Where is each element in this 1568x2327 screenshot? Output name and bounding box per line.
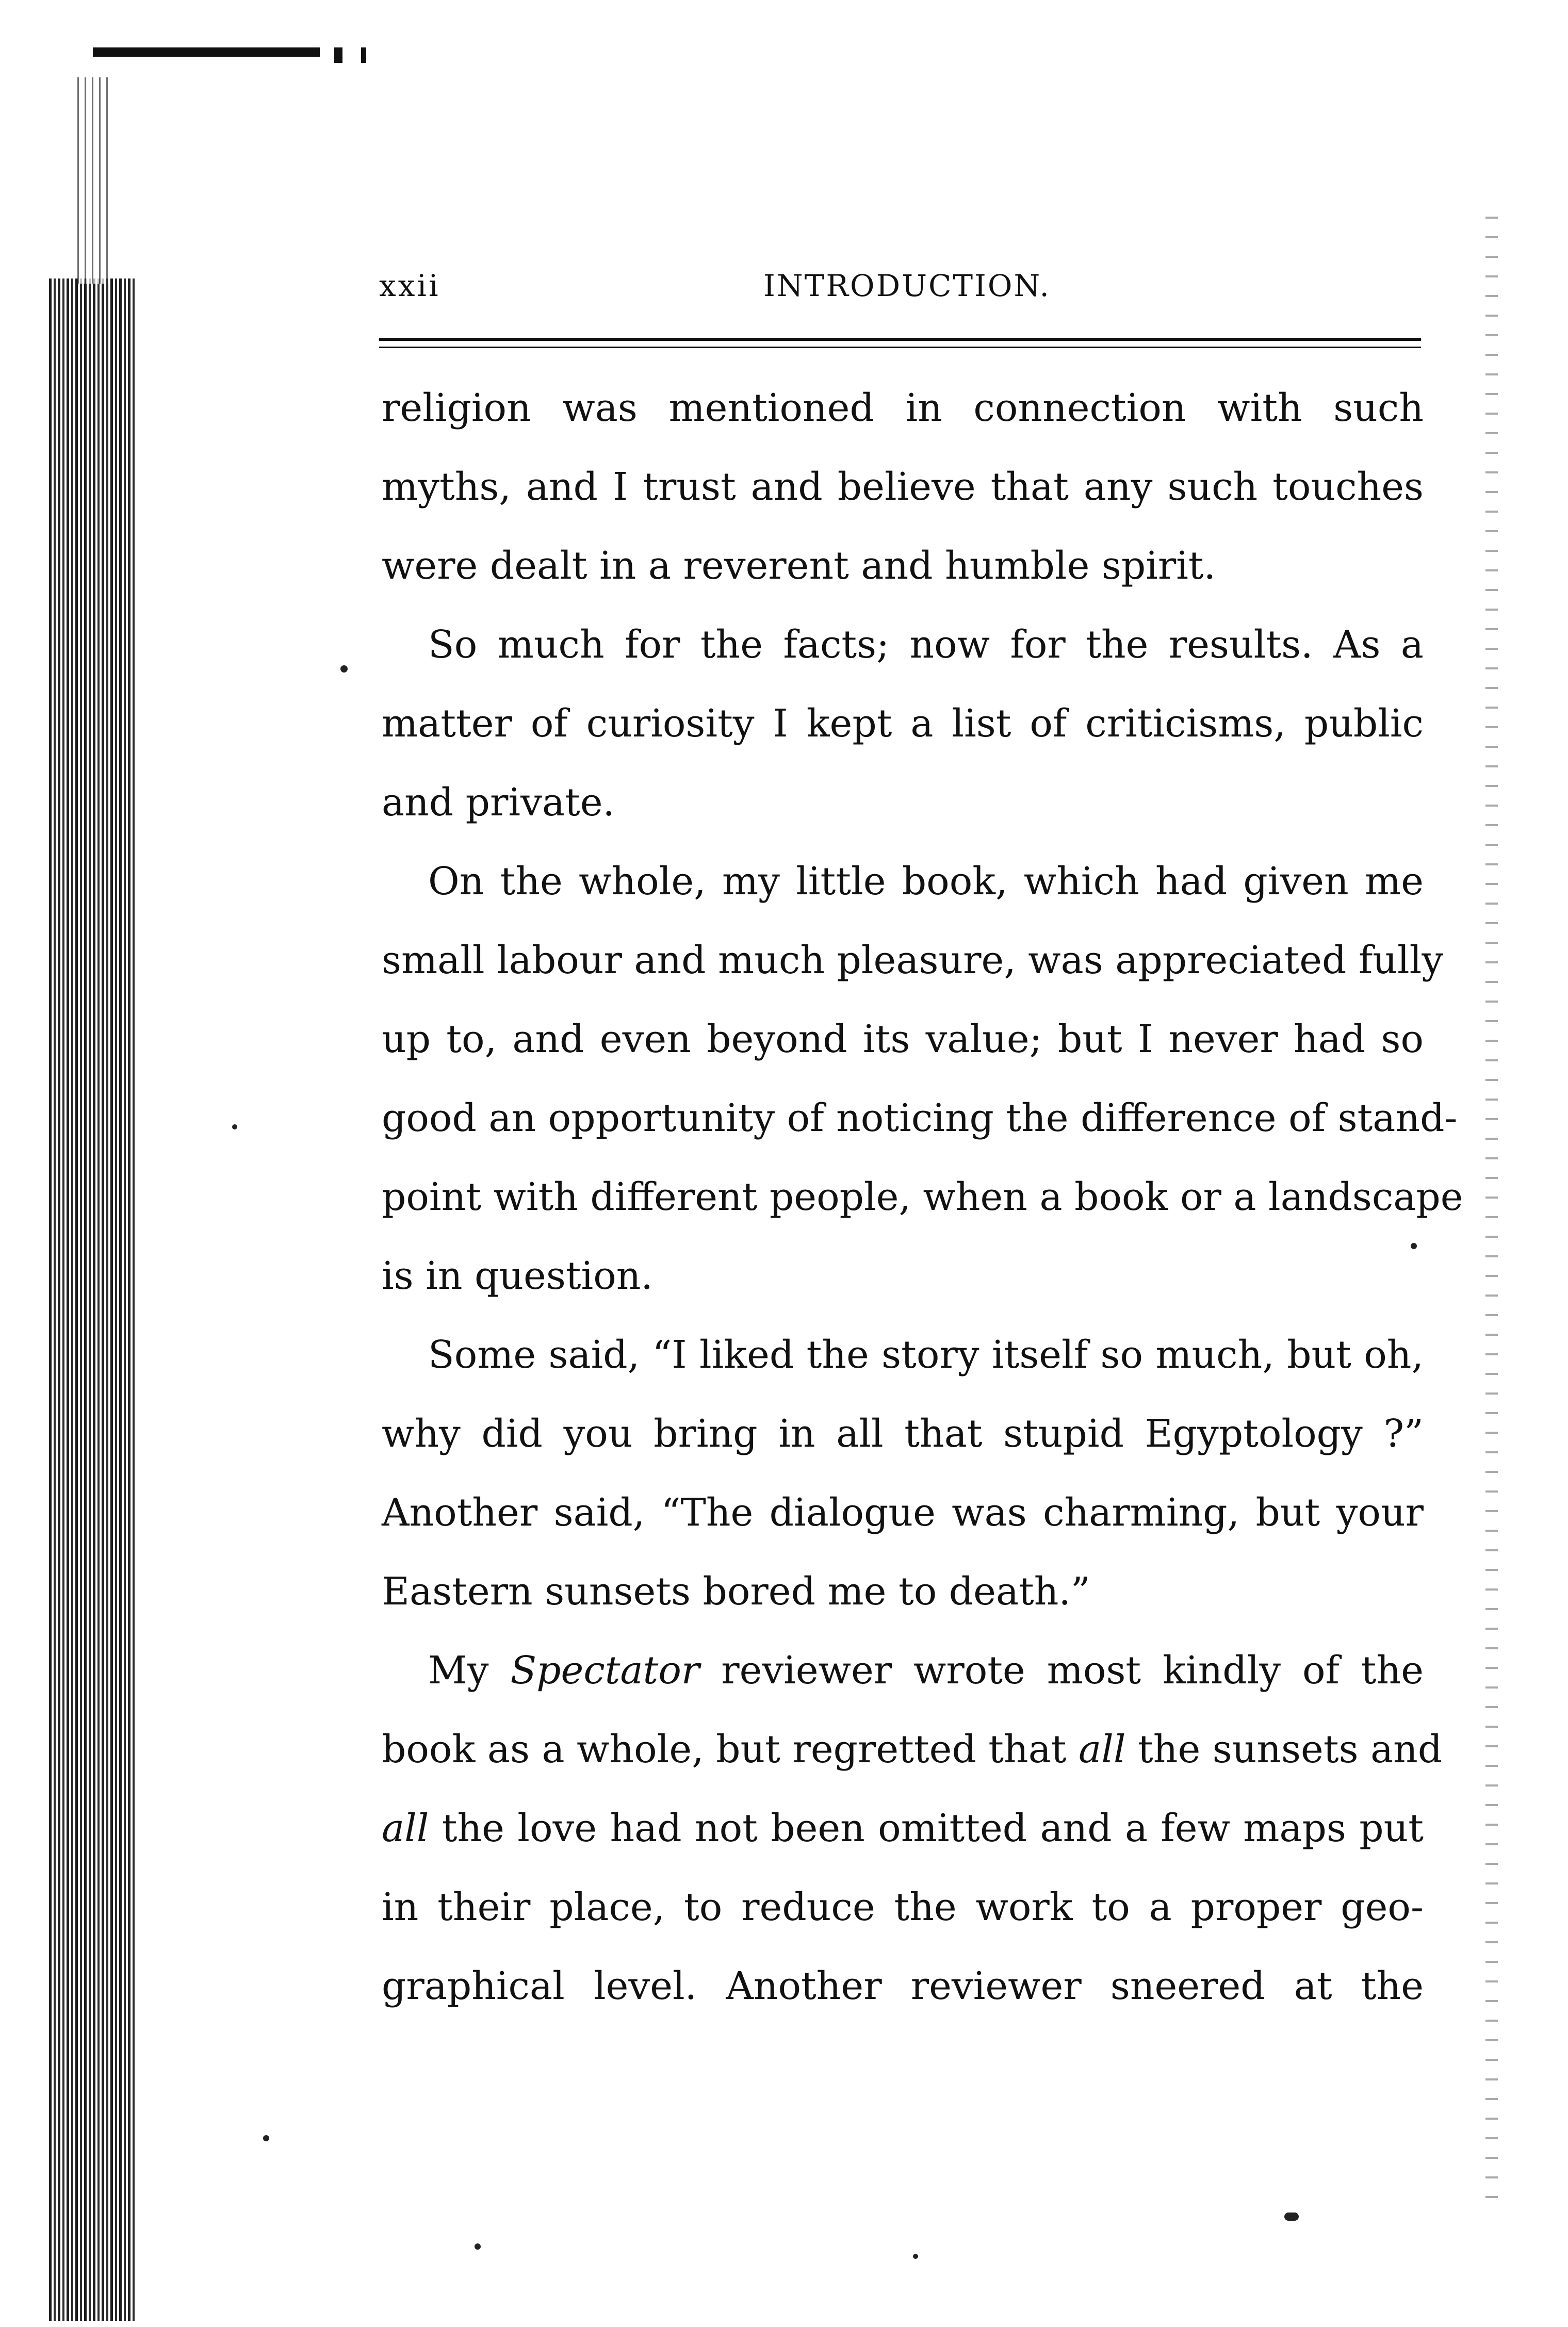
scan-speck bbox=[1411, 1243, 1417, 1249]
text-line: is in question. bbox=[382, 1254, 653, 1298]
text-line: Some said, “I liked the story itself so much, but oh, bbox=[428, 1333, 1424, 1377]
italic-title: Spectator bbox=[510, 1648, 700, 1693]
italic-emphasis: all bbox=[1079, 1727, 1126, 1772]
text-line bbox=[382, 1789, 1424, 1868]
scan-artifact-mark bbox=[361, 47, 366, 63]
text-line: Eastern sunsets bored me to death.” bbox=[382, 1569, 1090, 1614]
text-line: up to, and even beyond its value; but I never had so bbox=[382, 1017, 1424, 1061]
scan-artifact-bar bbox=[93, 47, 320, 57]
scan-speck bbox=[1284, 2213, 1299, 2221]
text-line: small labour and much pleasure, was appreciated fully bbox=[382, 938, 1444, 982]
text-run: reviewer wrote most kindly of the bbox=[699, 1648, 1424, 1693]
scan-speck bbox=[340, 665, 348, 673]
text-line bbox=[382, 1710, 1443, 1789]
text-line: in their place, to reduce the work to a proper geo- bbox=[382, 1885, 1424, 1929]
text-line: graphical level. Another reviewer sneered at the bbox=[382, 1964, 1424, 2008]
text-line: why did you bring in all that stupid Egyptology ?” bbox=[382, 1412, 1424, 1456]
scan-speck bbox=[475, 2243, 481, 2250]
scan-artifact-mark bbox=[334, 47, 342, 63]
text-line: On the whole, my little book, which had given me bbox=[428, 859, 1424, 904]
right-edge-noise bbox=[1485, 217, 1498, 2202]
running-title: INTRODUCTION. bbox=[763, 268, 1051, 303]
text-line: were dealt in a reverent and humble spirit. bbox=[382, 544, 1216, 588]
text-line: Another said, “The dialogue was charming, but your bbox=[382, 1490, 1424, 1535]
italic-emphasis: all bbox=[382, 1806, 429, 1850]
page-number: xxii bbox=[379, 268, 440, 303]
header-rule-thin bbox=[379, 347, 1421, 348]
binding-edge-upper bbox=[77, 77, 108, 284]
header-rule-thick bbox=[379, 338, 1421, 341]
text-run: My bbox=[428, 1648, 511, 1693]
binding-edge bbox=[49, 278, 137, 2321]
scan-speck bbox=[232, 1124, 237, 1129]
text-line: So much for the facts; now for the results. As a bbox=[428, 622, 1424, 667]
scan-speck bbox=[263, 2135, 269, 2141]
text-line: point with different people, when a book or a landscape bbox=[382, 1175, 1463, 1219]
body-text bbox=[382, 369, 1463, 2026]
text-line: religion was mentioned in connection with such bbox=[382, 386, 1424, 430]
text-line: myths, and I trust and believe that any such touches bbox=[382, 465, 1424, 509]
text-line: and private. bbox=[382, 780, 615, 825]
text-run: book as a whole, but regretted that bbox=[382, 1727, 1079, 1772]
text-run: the sunsets and bbox=[1125, 1727, 1443, 1772]
text-line bbox=[382, 1631, 1424, 1710]
text-line: matter of curiosity I kept a list of criticisms, public bbox=[382, 701, 1424, 746]
text-line: good an opportunity of noticing the difference of stand- bbox=[382, 1096, 1458, 1140]
scan-speck bbox=[913, 2254, 918, 2259]
running-head bbox=[379, 268, 1421, 309]
text-run: the love had not been omitted and a few maps put bbox=[429, 1806, 1424, 1850]
